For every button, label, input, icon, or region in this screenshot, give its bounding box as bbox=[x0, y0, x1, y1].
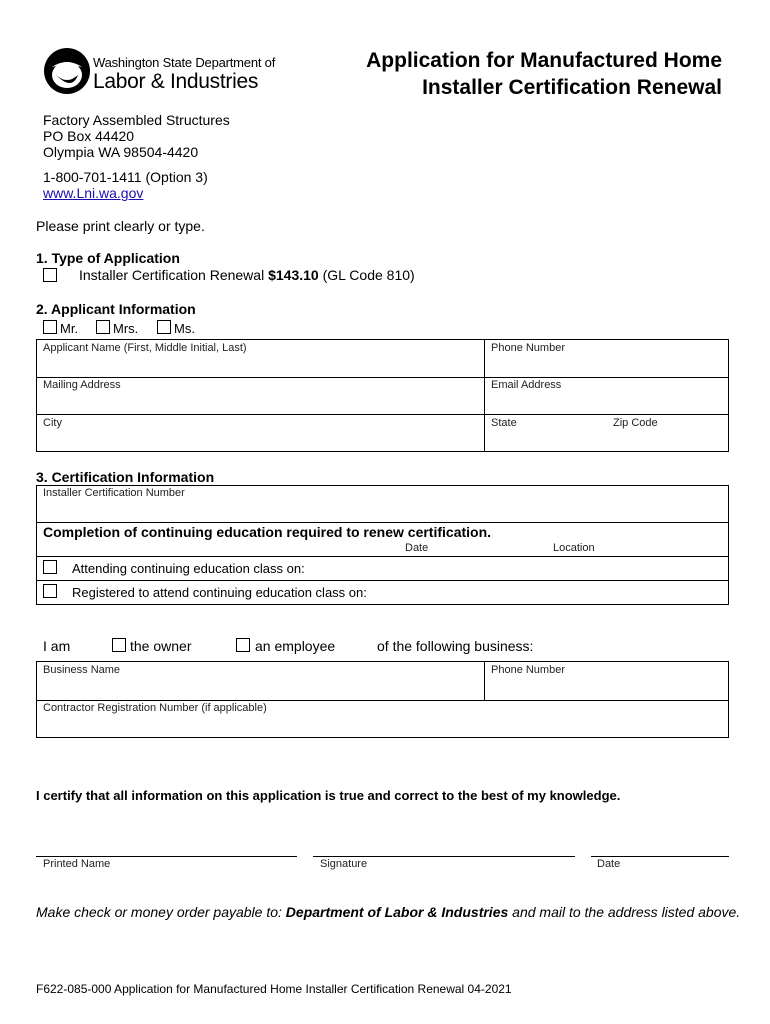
instructions: Please print clearly or type. bbox=[36, 218, 205, 234]
gl-code: (GL Code 810) bbox=[322, 267, 415, 283]
owner-checkbox[interactable] bbox=[112, 638, 126, 652]
address-line2: PO Box 44420 bbox=[43, 128, 135, 144]
printed-name-label: Printed Name bbox=[43, 858, 111, 870]
cert-number-field[interactable]: Installer Certification Number bbox=[43, 487, 185, 499]
applicant-info-table bbox=[36, 339, 729, 452]
renewal-checkbox[interactable] bbox=[43, 268, 57, 282]
zip-code-field[interactable]: Zip Code bbox=[613, 417, 658, 429]
ce-heading: Completion of continuing education required to renew certification. bbox=[43, 524, 492, 540]
employee-label: an employee bbox=[255, 638, 336, 654]
row-divider bbox=[36, 700, 729, 701]
phone-number: 1-800-701-1411 (Option 3) bbox=[43, 169, 208, 185]
mrs-checkbox[interactable] bbox=[96, 320, 110, 334]
form-title bbox=[366, 47, 722, 101]
logo-mark-icon bbox=[42, 45, 92, 97]
payment-instructions bbox=[36, 904, 740, 920]
signature-date-label: Date bbox=[597, 858, 621, 870]
following-business-label: of the following business: bbox=[377, 638, 534, 654]
city-field[interactable]: City bbox=[43, 417, 62, 429]
attending-checkbox[interactable] bbox=[43, 560, 57, 574]
renewal-option-label: Installer Certification Renewal bbox=[79, 267, 265, 283]
section2-heading: 2. Applicant Information bbox=[36, 301, 196, 317]
mailing-address-field[interactable]: Mailing Address bbox=[43, 379, 121, 391]
row-divider bbox=[36, 556, 729, 557]
address-line3: Olympia WA 98504-4420 bbox=[43, 144, 199, 160]
ce-location-label: Location bbox=[553, 542, 595, 554]
agency-name-line2: Labor & Industries bbox=[93, 70, 259, 93]
certify-statement: I certify that all information on this application is true and correct to the best of my knowledge. bbox=[36, 788, 621, 803]
applicant-phone-field[interactable]: Phone Number bbox=[491, 342, 565, 354]
ms-label: Ms. bbox=[174, 321, 195, 336]
owner-label: the owner bbox=[130, 638, 192, 654]
signature-line[interactable] bbox=[313, 856, 575, 857]
row-divider bbox=[36, 414, 729, 415]
date-line[interactable] bbox=[591, 856, 729, 857]
registered-label: Registered to attend continuing education class on: bbox=[72, 585, 367, 600]
row-divider bbox=[36, 522, 729, 523]
attending-label: Attending continuing education class on: bbox=[72, 561, 305, 576]
mr-label: Mr. bbox=[60, 321, 79, 336]
contractor-registration-field[interactable]: Contractor Registration Number (if applicable) bbox=[43, 702, 267, 714]
renewal-option bbox=[79, 267, 415, 283]
ce-date-label: Date bbox=[405, 542, 429, 554]
printed-name-line[interactable] bbox=[36, 856, 297, 857]
payment-payee: Department of Labor & Industries bbox=[285, 904, 509, 920]
email-address-field[interactable]: Email Address bbox=[491, 379, 562, 391]
payment-prefix: Make check or money order payable to: bbox=[36, 904, 282, 920]
agency-logo bbox=[42, 45, 92, 97]
business-name-field[interactable]: Business Name bbox=[43, 664, 121, 676]
title-line1: Application for Manufactured Home bbox=[366, 49, 722, 72]
row-divider bbox=[36, 377, 729, 378]
signature-label: Signature bbox=[320, 858, 368, 870]
mr-checkbox[interactable] bbox=[43, 320, 57, 334]
address-line1: Factory Assembled Structures bbox=[43, 112, 230, 128]
website-link[interactable]: www.Lni.wa.gov bbox=[43, 185, 144, 201]
employee-checkbox[interactable] bbox=[236, 638, 250, 652]
title-line2: Installer Certification Renewal bbox=[422, 76, 722, 99]
ms-checkbox[interactable] bbox=[157, 320, 171, 334]
agency-name-line1: Washington State Department of bbox=[93, 55, 276, 70]
renewal-fee: $143.10 bbox=[268, 267, 319, 283]
applicant-name-field[interactable]: Applicant Name (First, Middle Initial, Last) bbox=[43, 342, 247, 354]
section1-heading: 1. Type of Application bbox=[36, 250, 180, 266]
column-divider bbox=[484, 339, 485, 452]
mrs-label: Mrs. bbox=[113, 321, 139, 336]
row-divider bbox=[36, 580, 729, 581]
i-am-label: I am bbox=[43, 638, 71, 654]
column-divider bbox=[484, 661, 485, 700]
state-field[interactable]: State bbox=[491, 417, 517, 429]
registered-checkbox[interactable] bbox=[43, 584, 57, 598]
section3-heading: 3. Certification Information bbox=[36, 469, 215, 485]
payment-suffix: and mail to the address listed above. bbox=[512, 904, 741, 920]
business-phone-field[interactable]: Phone Number bbox=[491, 664, 565, 676]
form-footer: F622-085-000 Application for Manufactured Home Installer Certification Renewal 04-2021 bbox=[36, 982, 512, 996]
